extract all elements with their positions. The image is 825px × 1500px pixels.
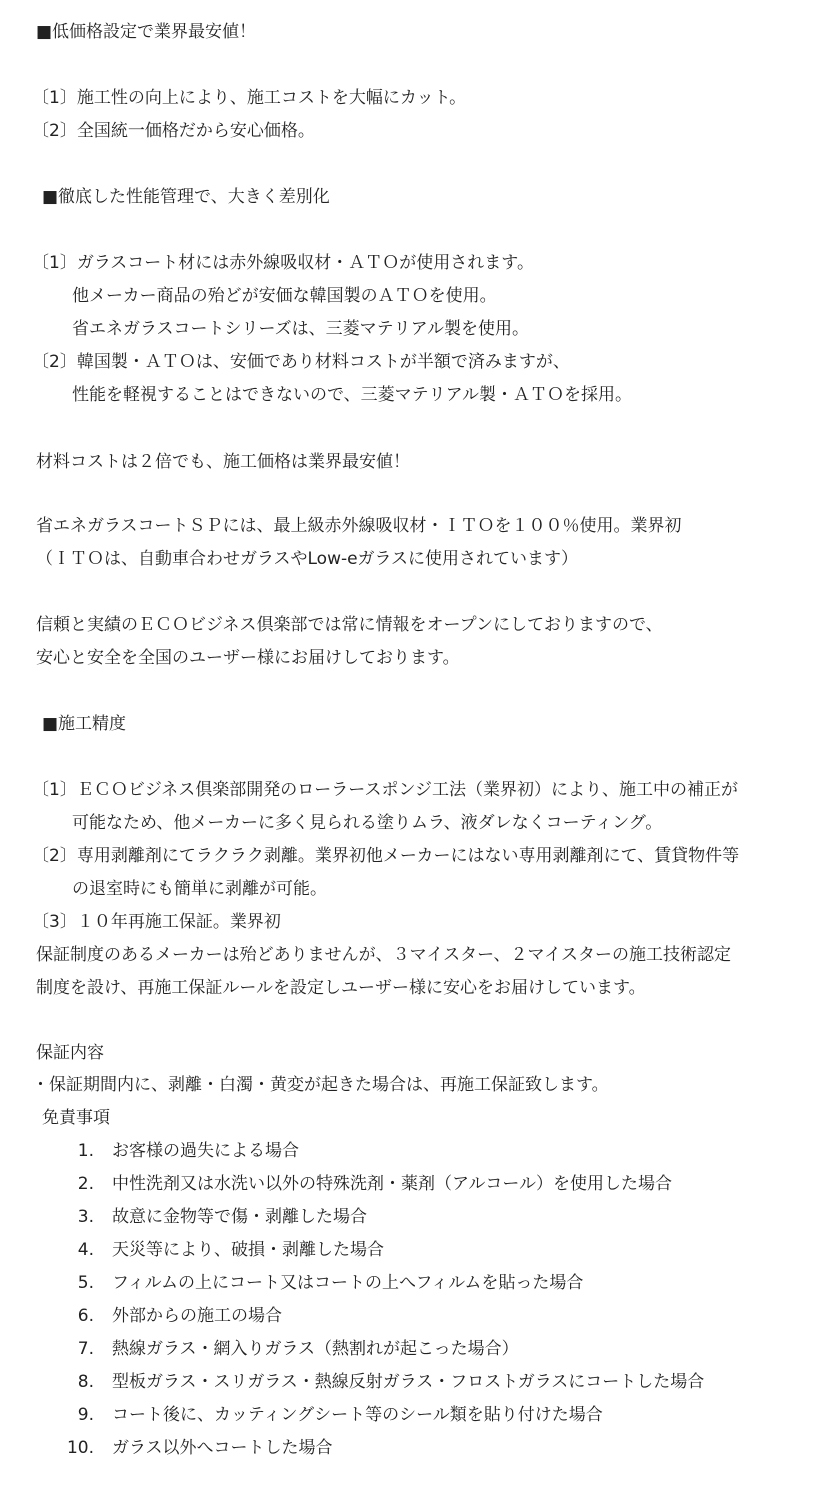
- list-item-text: お客様の過失による場合: [112, 1141, 299, 1161]
- performance-item-2-line-2: 性能を軽視することはできないので、三菱マテリアル製・ＡＴＯを採用。: [72, 385, 632, 405]
- list-item-text: 型板ガラス・スリガラス・熱線反射ガラス・フロストガラスにコートした場合: [112, 1372, 705, 1392]
- list-item-number: 3.: [77, 1207, 94, 1227]
- warranty-bullet: ・保証期間内に、剥離・白濁・黄変が起きた場合は、再施工保証致します。: [32, 1075, 609, 1095]
- trust-note-line-1: 信頼と実績のＥＣＯビジネス倶楽部では常に情報をオープンにしておりますので、: [36, 615, 663, 635]
- precision-item-2-line-1: 〔2〕専用剥離剤にてラクラク剥離。業界初他メーカーにはない専用剥離剤にて、賃貸物件等: [32, 846, 740, 866]
- trust-note-line-2: 安心と安全を全国のユーザー様にお届けしております。: [36, 648, 460, 668]
- performance-item-1-line-2: 他メーカー商品の殆どが安価な韓国製のＡＴＯを使用。: [72, 286, 497, 306]
- performance-heading: ■徹底した性能管理で、大きく差別化: [42, 187, 330, 207]
- list-item-text: 熱線ガラス・網入りガラス（熱割れが起こった場合）: [112, 1339, 519, 1359]
- price-heading: ■低価格設定で業界最安値！: [36, 22, 257, 42]
- list-item-number: 10.: [66, 1438, 94, 1458]
- precision-heading: ■施工精度: [42, 714, 127, 734]
- list-item-number: 8.: [77, 1372, 94, 1392]
- list-item-number: 5.: [77, 1273, 94, 1293]
- list-item-number: 7.: [77, 1339, 94, 1359]
- sp-note-line-2: （ＩＴＯは、自動車合わせガラスやLow-eガラスに使用されています）: [36, 549, 579, 569]
- warranty-heading: 保証内容: [36, 1043, 104, 1063]
- price-item-2: 〔2〕全国統一価格だから安心価格。: [32, 121, 315, 141]
- list-item-number: 4.: [77, 1240, 94, 1260]
- precision-item-1-line-2: 可能なため、他メーカーに多く見られる塗りムラ、液ダレなくコーティング。: [72, 813, 663, 833]
- list-item-text: 故意に金物等で傷・剥離した場合: [112, 1207, 367, 1227]
- list-item-number: 9.: [77, 1405, 94, 1425]
- performance-item-1-line-1: 〔1〕ガラスコート材には赤外線吸収材・ＡＴＯが使用されます。: [32, 253, 534, 273]
- list-item-text: 中性洗剤又は水洗い以外の特殊洗剤・薬剤（アルコール）を使用した場合: [112, 1174, 672, 1194]
- list-item-number: 2.: [77, 1174, 94, 1194]
- performance-item-1-line-3: 省エネガラスコートシリーズは、三菱マテリアル製を使用。: [72, 319, 529, 339]
- cost-note: 材料コストは２倍でも、施工価格は業界最安値！: [36, 452, 410, 472]
- list-item-text: フィルムの上にコート又はコートの上へフィルムを貼った場合: [112, 1273, 584, 1293]
- exemptions-heading: 免責事項: [42, 1108, 110, 1128]
- performance-item-2-line-1: 〔2〕韓国製・ＡＴＯは、安価であり材料コストが半額で済みますが、: [32, 352, 570, 372]
- precision-note-line-2: 制度を設け、再施工保証ルールを設定しユーザー様に安心をお届けしています。: [36, 978, 646, 998]
- precision-item-1-line-1: 〔1〕ＥＣＯビジネス倶楽部開発のローラースポンジ工法（業界初）により、施工中の補正が: [32, 780, 739, 800]
- precision-note-line-1: 保証制度のあるメーカーは殆どありませんが、３マイスター、２マイスターの施工技術認定: [36, 945, 731, 965]
- list-item-number: 6.: [77, 1306, 94, 1326]
- precision-item-3: 〔3〕１０年再施工保証。業界初: [32, 912, 281, 932]
- list-item-text: コート後に、カッティングシート等のシール類を貼り付けた場合: [112, 1405, 603, 1425]
- list-item-text: 天災等により、破損・剥離した場合: [112, 1240, 384, 1260]
- price-item-1: 〔1〕施工性の向上により、施工コストを大幅にカット。: [32, 88, 467, 108]
- precision-item-2-line-2: の退室時にも簡単に剥離が可能。: [72, 879, 327, 899]
- list-item-number: 1.: [77, 1141, 94, 1161]
- list-item-text: ガラス以外へコートした場合: [112, 1438, 333, 1458]
- list-item-text: 外部からの施工の場合: [112, 1306, 282, 1326]
- sp-note-line-1: 省エネガラスコートＳＰには、最上級赤外線吸収材・ＩＴＯを１００％使用。業界初: [36, 516, 682, 536]
